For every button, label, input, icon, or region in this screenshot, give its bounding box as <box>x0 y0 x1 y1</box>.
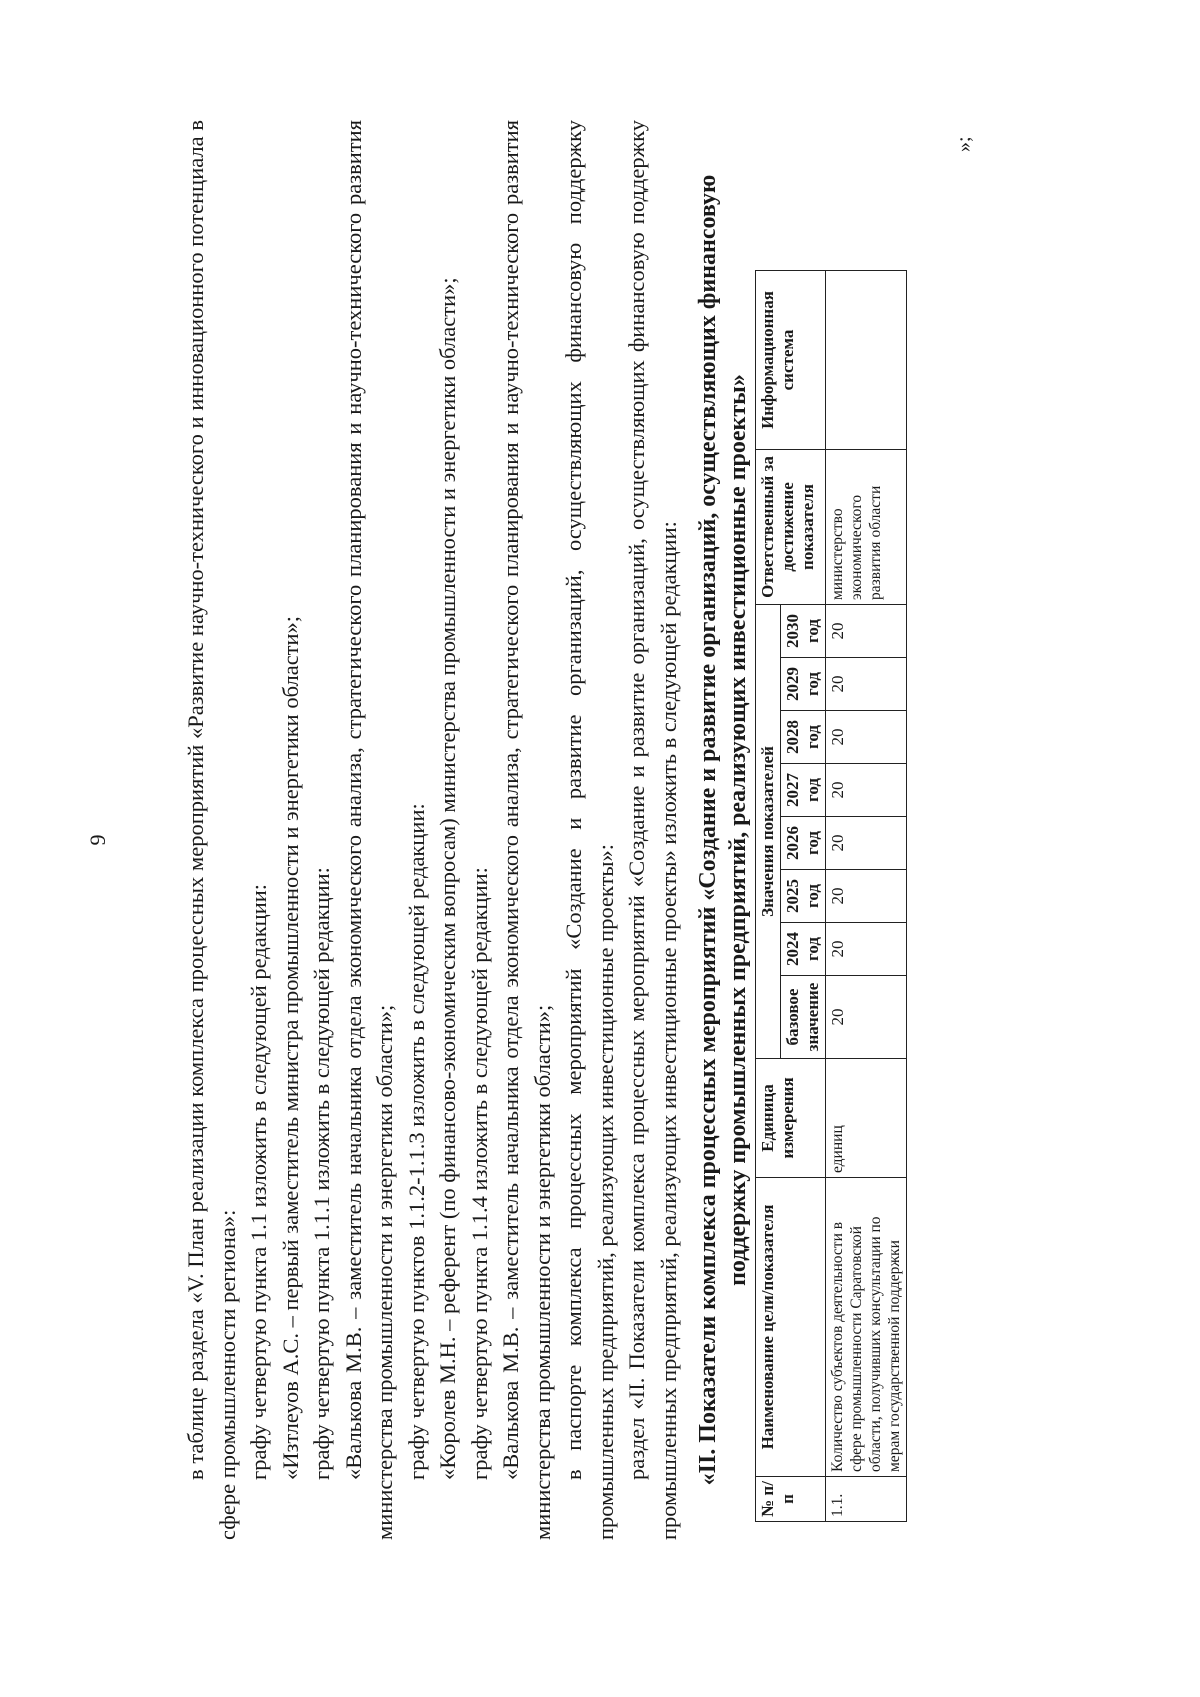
header-year: 2025 год <box>781 870 826 923</box>
body-text <box>180 120 684 1540</box>
header-year: 2029 год <box>781 658 826 711</box>
header-year: 2024 год <box>781 923 826 976</box>
header-base: базовое значение <box>781 976 826 1059</box>
paragraph: «Изтлеуов А.С. – первый заместитель министра промышленности и энергетики области»; <box>277 615 303 1480</box>
cell-year-value: 20 <box>826 870 907 923</box>
closing-quote-mark: »; <box>953 136 975 152</box>
paragraph: «Валькова М.В. – заместитель начальника отдела экономического анализа, стратегического планирования и научно-технического развития министерства промышленности и энергетики области»; <box>340 120 397 1540</box>
paragraph: раздел «II. Показатели комплекса процессных мероприятий «Создание и развитие организаций, осуществляющих финансовую поддержку промышленных предприятий, реализующих инвестиционные проекты» изложить в следующей редакции: <box>624 120 681 1540</box>
paragraph: «Валькова М.В. – заместитель начальника отдела экономического анализа, стратегического планирования и научно-технического развития министерства промышленности и энергетики области»; <box>498 120 555 1540</box>
paragraph: графу четвертую пункта 1.1.4 изложить в следующей редакции: <box>466 867 492 1480</box>
header-year: 2030 год <box>781 605 826 658</box>
paragraph: «Королев М.Н. – референт (по финансово-экономическим вопросам) министерства промышленности и энергетики области»; <box>435 277 460 1480</box>
header-info-system: Информационная система <box>756 271 826 450</box>
cell-num: 1.1. <box>826 1477 907 1522</box>
header-year: 2028 год <box>781 711 826 764</box>
header-name: Наименование цели/показателя <box>756 1178 826 1477</box>
table-row <box>826 271 907 1522</box>
header-unit: Единица измерения <box>756 1059 826 1178</box>
cell-year-value: 20 <box>826 658 907 711</box>
paragraph: графу четвертую пункта 1.1 изложить в следующей редакции: <box>246 883 271 1480</box>
cell-year-value: 20 <box>826 711 907 764</box>
cell-year-value: 20 <box>826 764 907 817</box>
indicators-table <box>755 270 907 1522</box>
paragraph: в паспорте комплекса процессных мероприятий «Создание и развитие организаций, осуществляющих финансовую поддержку промышленных предприятий, реализующих инвестиционные проекты»: <box>561 120 618 1540</box>
table-header-row <box>756 271 781 1522</box>
section-title: «II. Показатели комплекса процессных мероприятий «Создание и развитие организаций, осуществляющих финансовую поддержку промышленных предприятий, реализующих инвестиционные проекты» <box>695 174 751 1486</box>
page-number: 9 <box>85 834 110 846</box>
cell-year-value: 20 <box>826 817 907 870</box>
cell-info-system <box>826 271 907 450</box>
document-page <box>25 40 1165 1640</box>
cell-base: 20 <box>826 976 907 1059</box>
header-values-group: Значения показателей <box>756 605 781 1059</box>
cell-name: Количество субъектов деятельности в сфере промышленности Саратовской области, получивших консультации по мерам государственной поддержки <box>826 1178 907 1477</box>
cell-year-value: 20 <box>826 605 907 658</box>
paragraph: графу четвертую пунктов 1.1.2-1.1.3 изложить в следующей редакции: <box>403 803 429 1480</box>
header-year: 2026 год <box>781 817 826 870</box>
header-year: 2027 год <box>781 764 826 817</box>
paragraph: графу четвертую пункта 1.1.1 изложить в следующей редакции: <box>309 867 334 1480</box>
cell-responsible: министерство экономического развития области <box>826 450 907 605</box>
paragraph: в таблице раздела «V. План реализации комплекса процессных мероприятий «Развитие научно-технического и инновационного потенциала в сфере промышленности региона»: <box>183 120 240 1540</box>
header-num: № п/п <box>756 1477 826 1522</box>
cell-year-value: 20 <box>826 923 907 976</box>
cell-unit: единиц <box>826 1059 907 1178</box>
header-responsible: Ответственный за достижение показателя <box>756 450 826 605</box>
